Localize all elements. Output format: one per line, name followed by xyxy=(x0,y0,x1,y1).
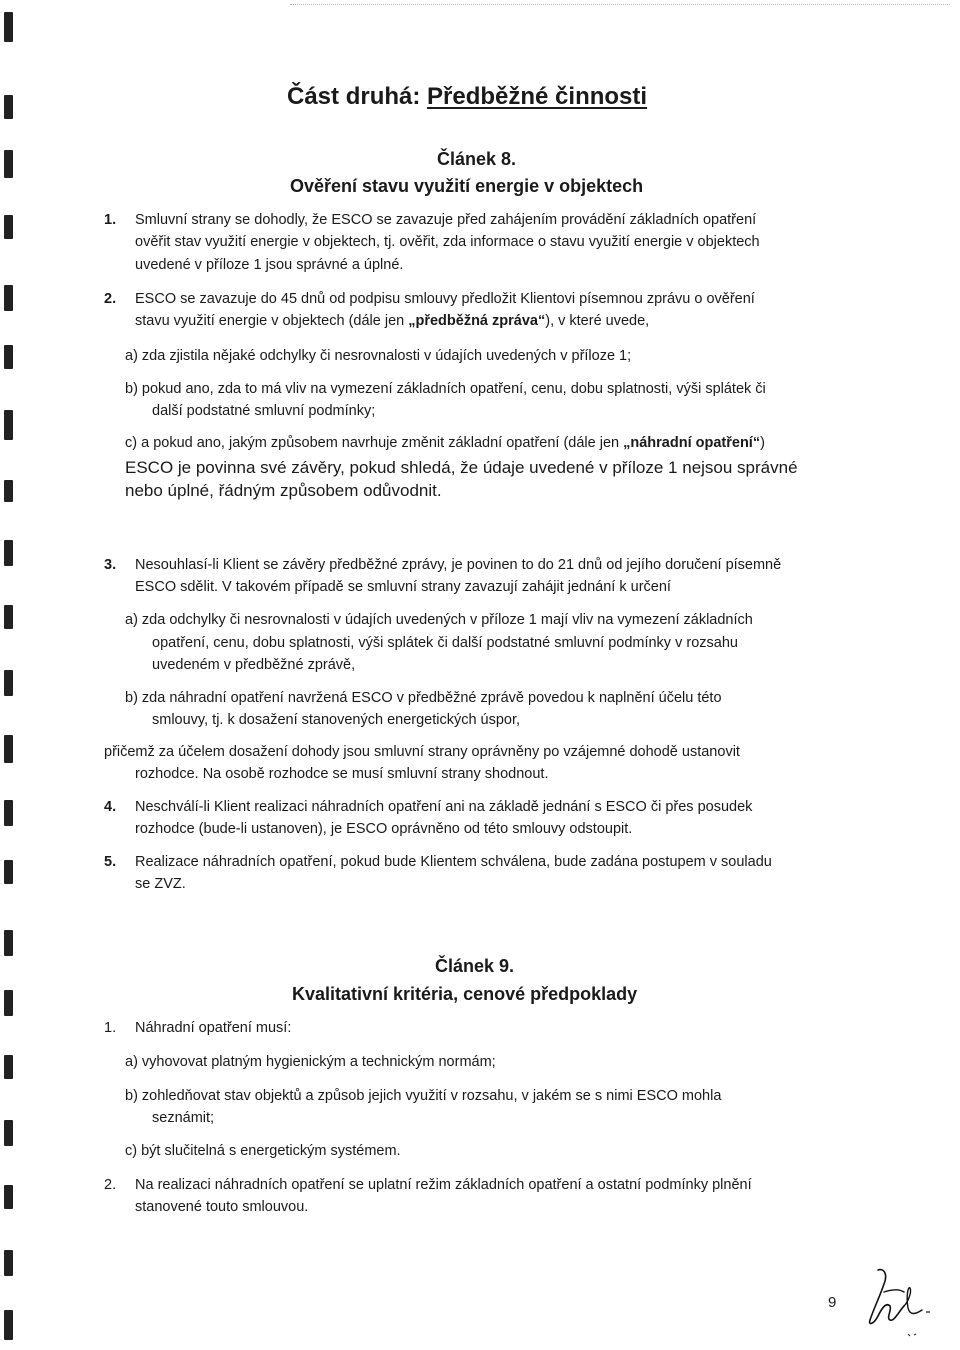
a8-p3-item-b: b) zda náhradní opatření navržená ESCO v předběžné zprávě povedou k naplnění účelu této xyxy=(125,690,722,706)
a9-p2-number: 2. xyxy=(104,1177,117,1193)
part-title-prefix: Část druhá: xyxy=(287,83,428,110)
handwritten-initials xyxy=(864,1262,944,1342)
a9-p1-intro: Náhradní opatření musí: xyxy=(135,1020,292,1036)
a9-p1-item-b-cont: seznámit; xyxy=(152,1110,215,1126)
a9-p1-number: 1. xyxy=(104,1020,117,1036)
a8-p1-line: uvedené v příloze 1 jsou správné a úplné. xyxy=(135,257,404,273)
a8-p4-line: rozhodce (bude-li ustanoven), je ESCO oprávněno od této smlouvy odstoupit. xyxy=(135,821,633,837)
a8-p2-c-post: ) xyxy=(760,435,765,451)
a8-p2-line2-pre: stavu využití energie v objektech (dále jen xyxy=(135,313,409,329)
page-number: 9 xyxy=(828,1294,837,1311)
a8-p3-item-a-cont: opatření, cenu, dobu splatnosti, výši splátek či další podstatné smluvní podmínky v rozsahu xyxy=(152,635,738,651)
article-8-number: Článek 8. xyxy=(437,149,517,169)
a9-p2-line: stanovené touto smlouvou. xyxy=(135,1199,309,1215)
a8-p4-number: 4. xyxy=(104,799,117,815)
a8-p2-item-a: a) zda zjistila nějaké odchylky či nesrovnalosti v údajích uvedených v příloze 1; xyxy=(125,348,632,364)
a8-p1-line: Smluvní strany se dohodly, že ESCO se zavazuje před zahájením provádění základních opatření xyxy=(135,212,757,228)
article-8-title: Ověření stavu využití energie v objektech xyxy=(290,176,644,196)
a8-p3-line: Nesouhlasí-li Klient se závěry předběžné zprávy, je povinen to do 21 dnů od jejího doručení písemně xyxy=(135,557,782,573)
a8-p3-tail: přičemž za účelem dosažení dohody jsou smluvní strany oprávněny po vzájemné dohodě ustanovit xyxy=(104,744,740,760)
a8-p3-item-b-cont: smlouvy, tj. k dosažení stanovených energetických úspor, xyxy=(152,712,521,728)
a8-p2-c-pre: c) a pokud ano, jakým způsobem navrhuje změnit základní opatření (dále jen xyxy=(125,435,624,451)
a9-p1-item-c: c) být slučitelná s energetickým systémem. xyxy=(125,1143,401,1159)
term-nahradni-opatreni: „náhradní opatření“ xyxy=(623,435,761,451)
a8-p2-line xyxy=(135,312,649,330)
part-title xyxy=(287,82,647,112)
a8-p2-line2-post: ), v které uvede, xyxy=(545,313,650,329)
a8-p1-line: ověřit stav využití energie v objektech, tj. ověřit, zda informace o stavu využití energie v objektech xyxy=(135,234,760,250)
a8-p2-esco-line: nebo úplné, řádným způsobem odůvodnit. xyxy=(125,481,442,500)
article-9-number: Článek 9. xyxy=(435,956,515,976)
a8-p3-item-a: a) zda odchylky či nesrovnalosti v údajích uvedených v příloze 1 mají vliv na vymezení základních xyxy=(125,612,753,628)
a8-p2-item-c xyxy=(125,434,765,452)
a8-p3-item-a-cont: uvedeném v předběžné zprávě, xyxy=(152,657,356,673)
a8-p3-line: ESCO sdělit. V takovém případě se smluvní strany zavazují zahájit jednání k určení xyxy=(135,579,671,595)
a8-p3-tail: rozhodce. Na osobě rozhodce se musí smluvní strany shodnout. xyxy=(135,766,549,782)
a8-p2-esco-line: ESCO je povinna své závěry, pokud shledá, že údaje uvedené v příloze 1 nejsou správné xyxy=(125,458,798,477)
a8-p2-line: ESCO se zavazuje do 45 dnů od podpisu smlouvy předložit Klientovi písemnou zprávu o ověření xyxy=(135,291,755,307)
part-title-main: Předběžné činnosti xyxy=(427,83,648,110)
a8-p4-line: Neschválí-li Klient realizaci náhradních opatření ani na základě jednání s ESCO či přes posudek xyxy=(135,799,753,815)
a8-p5-line: Realizace náhradních opatření, pokud bude Klientem schválena, bude zadána postupem v souladu xyxy=(135,854,772,870)
a8-p3-number: 3. xyxy=(104,557,117,573)
a8-p2-item-b-cont: další podstatné smluvní podmínky; xyxy=(152,403,376,419)
a9-p2-line: Na realizaci náhradních opatření se uplatní režim základních opatření a ostatní podmínky plnění xyxy=(135,1177,752,1193)
a9-p1-item-a: a) vyhovovat platným hygienickým a technickým normám; xyxy=(125,1054,496,1070)
a8-p5-line: se ZVZ. xyxy=(135,876,186,892)
scan-top-edge xyxy=(290,4,950,5)
a8-p5-number: 5. xyxy=(104,854,117,870)
a8-p1-number: 1. xyxy=(104,212,117,228)
article-9-title: Kvalitativní kritéria, cenové předpoklady xyxy=(292,984,638,1004)
scan-binding-marks xyxy=(0,0,22,1350)
term-predbezna-zprava: „předběžná zpráva“ xyxy=(408,313,546,329)
a8-p2-item-b: b) pokud ano, zda to má vliv na vymezení základních opatření, cenu, dobu splatnosti, výši splátek či xyxy=(125,381,766,397)
a8-p2-number: 2. xyxy=(104,291,117,307)
a9-p1-item-b: b) zohledňovat stav objektů a způsob jejich využití v rozsahu, v jakém se s nimi ESCO mohla xyxy=(125,1088,722,1104)
